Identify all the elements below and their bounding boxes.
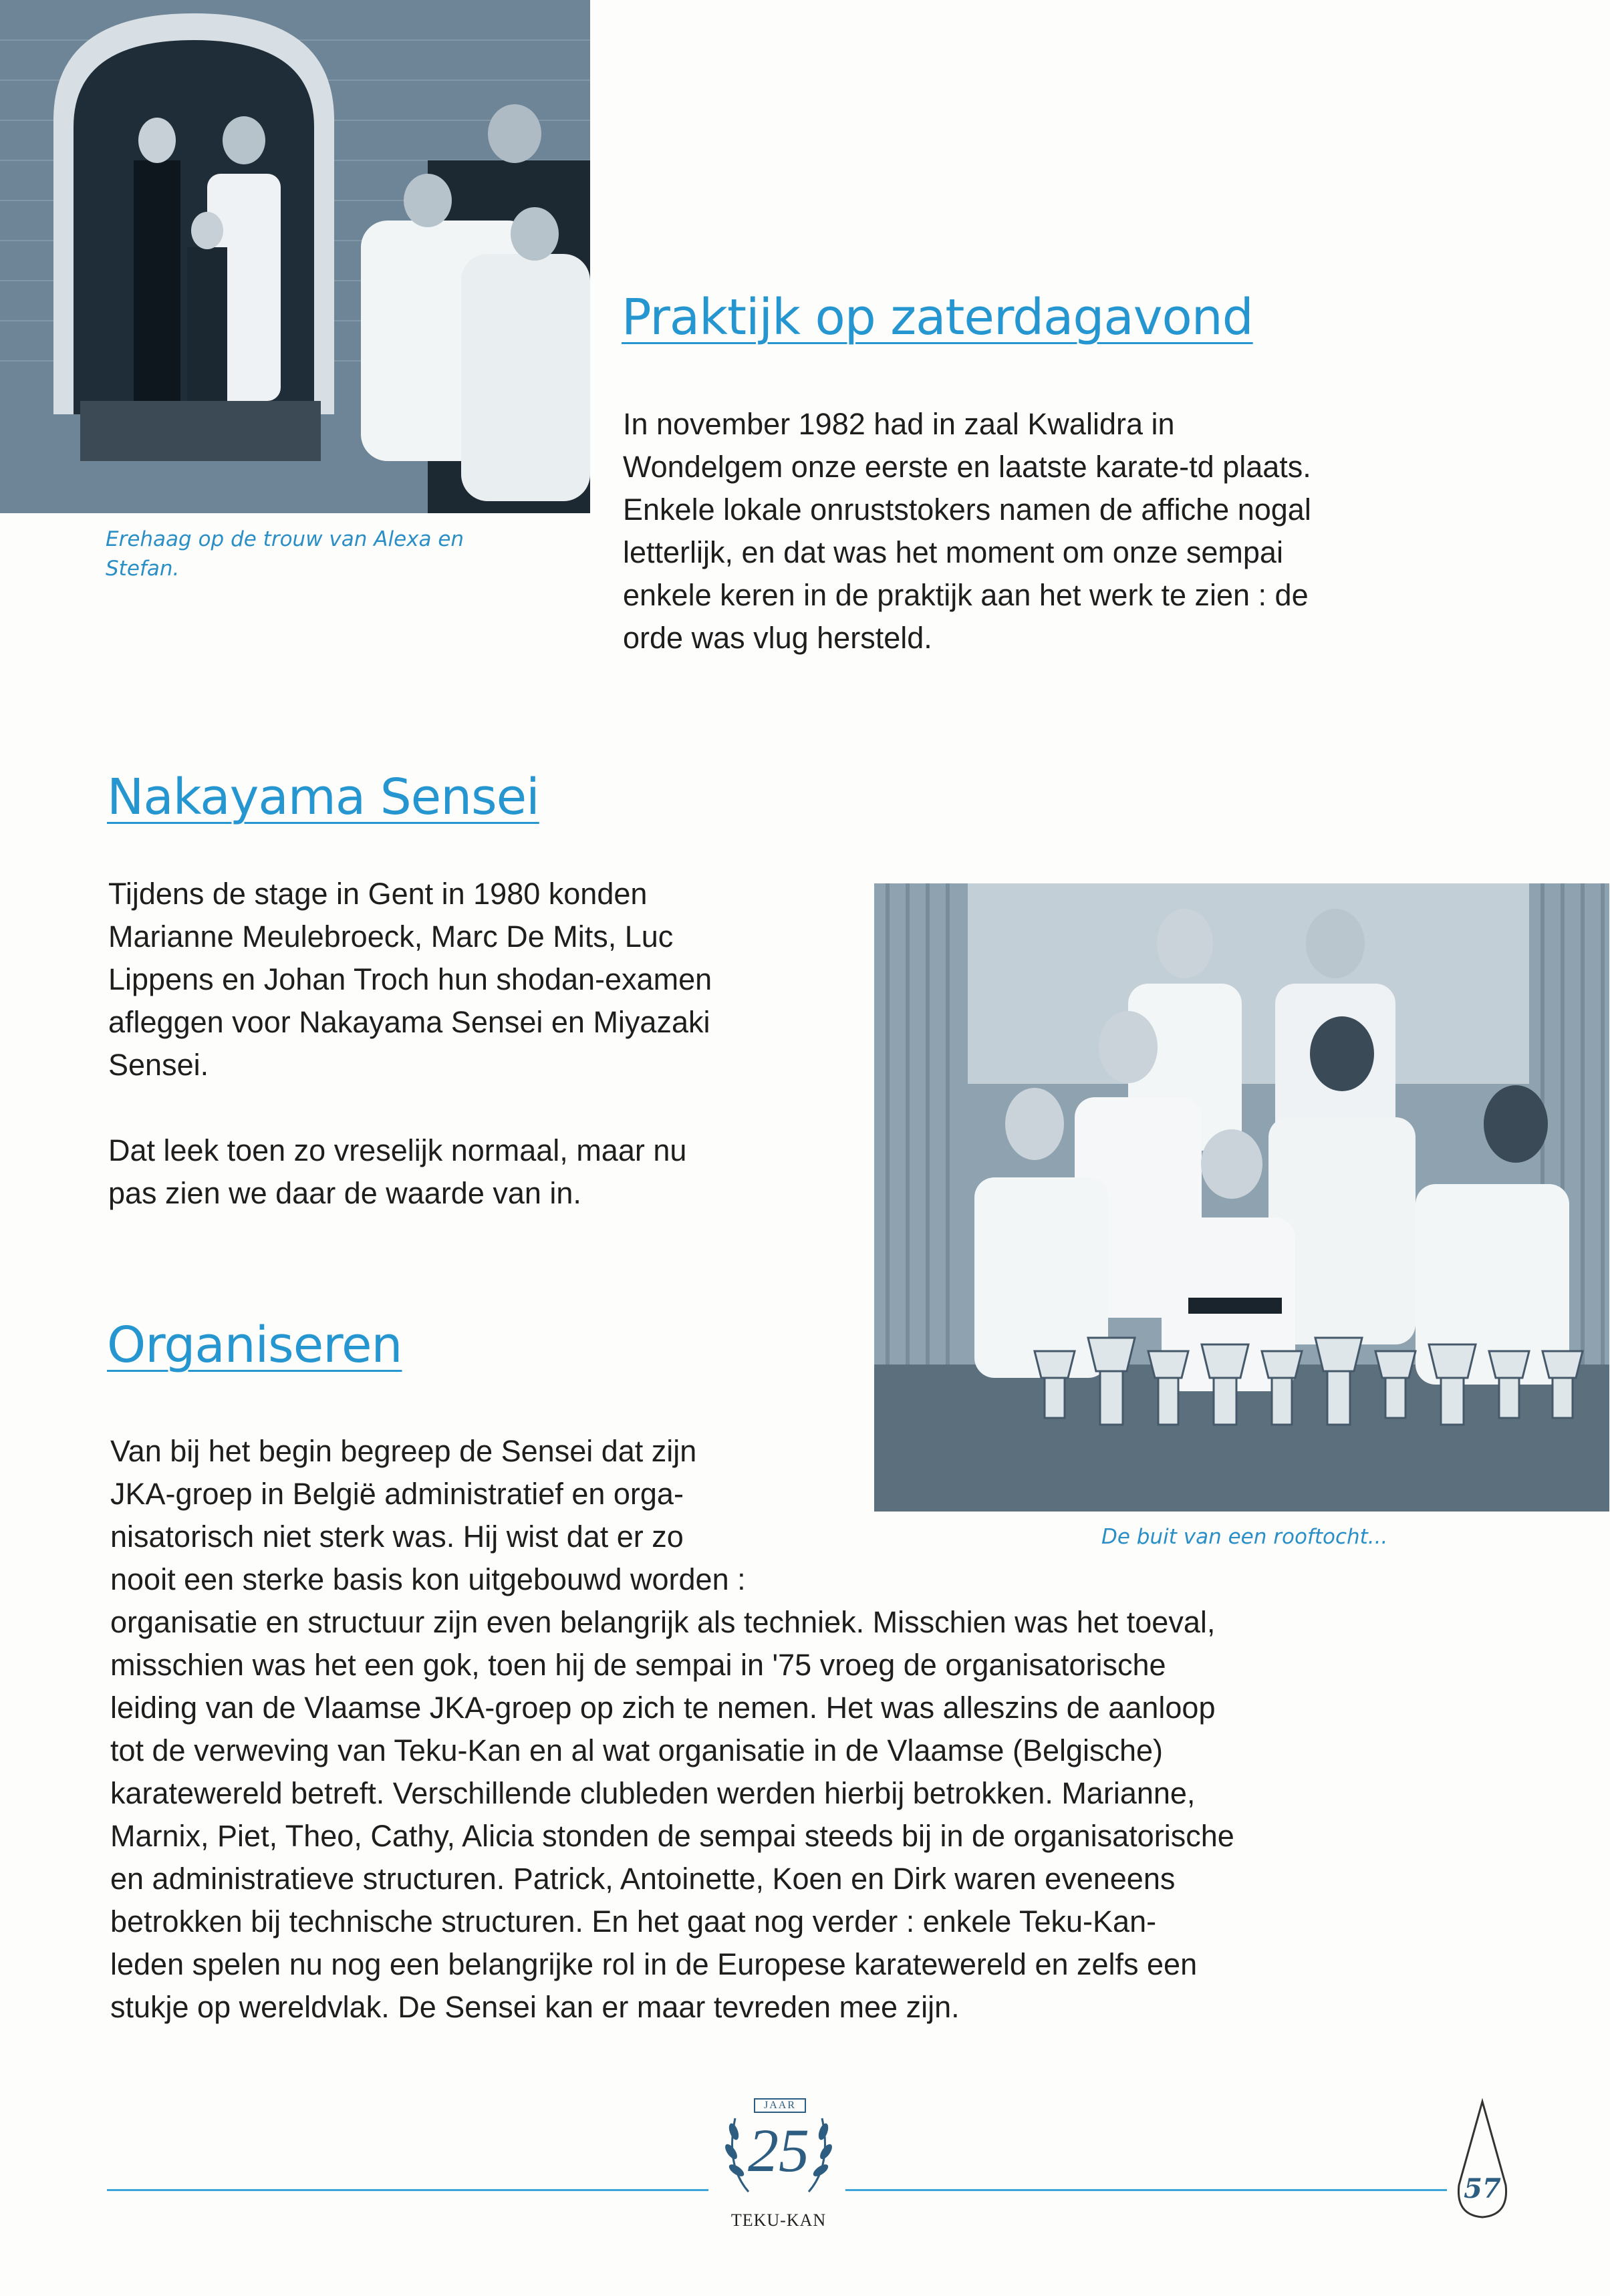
text-line: stukje op wereldvlak. De Sensei kan er maar tevreden mee zijn.	[110, 1990, 960, 2024]
text-line: In november 1982 had in zaal Kwalidra in	[623, 407, 1175, 441]
heading-nakayama: Nakayama Sensei	[107, 768, 539, 826]
nakayama-paragraph	[108, 873, 843, 1087]
logo-year-label: JAAR	[754, 2098, 806, 2113]
organiseren-paragraph	[110, 1430, 1514, 2029]
drop-shape-icon	[1449, 2098, 1516, 2225]
text-line: Van bij het begin begreep de Sensei dat zijn	[110, 1434, 697, 1468]
logo-club-name: TEKU-KAN	[730, 2210, 827, 2230]
text-line: organisatie en structuur zijn even belangrijk als techniek. Misschien was het toeval,	[110, 1605, 1216, 1639]
wedding-photo	[0, 0, 590, 513]
heading-organiseren: Organiseren	[107, 1316, 402, 1374]
text-line: Lippens en Johan Troch hun shodan-examen	[108, 962, 712, 996]
text-line: enkele keren in de praktijk aan het werk te zien : de	[623, 578, 1309, 612]
page-number-badge	[1449, 2098, 1516, 2225]
text-line: misschien was het een gok, toen hij de sempai in '75 vroeg de organisatorische	[110, 1648, 1166, 1682]
text-line: JKA-groep in België administratief en orga-	[110, 1477, 684, 1511]
wedding-caption-line-1: Erehaag op de trouw van Alexa en	[106, 527, 464, 551]
team-photo-caption: De buit van een rooftocht...	[1101, 1525, 1388, 1549]
text-line: pas zien we daar de waarde van in.	[108, 1176, 581, 1210]
text-line: Sensei.	[108, 1048, 209, 1082]
page-number: 57	[1464, 2173, 1501, 2204]
text-line: betrokken bij technische structuren. En het gaat nog verder : enkele Teku-Kan-	[110, 1904, 1157, 1939]
footer-rule-right	[845, 2189, 1447, 2191]
footer-rule-left	[107, 2189, 708, 2191]
text-line: Marnix, Piet, Theo, Cathy, Alicia stonden de sempai steeds bij in de organisatorische	[110, 1819, 1234, 1853]
text-line: nooit een sterke basis kon uitgebouwd worden :	[110, 1562, 746, 1596]
team-trophies-photo	[874, 883, 1609, 1512]
anniversary-logo	[715, 2092, 842, 2245]
text-line: Marianne Meulebroeck, Marc De Mits, Luc	[108, 919, 674, 954]
text-line: afleggen voor Nakayama Sensei en Miyazaki	[108, 1005, 710, 1039]
text-line: leiding van de Vlaamse JKA-groep op zich te nemen. Het was alleszins de aanloop	[110, 1691, 1216, 1725]
text-line: orde was vlug hersteld.	[623, 621, 932, 655]
logo-number: 25	[748, 2116, 809, 2184]
text-line: en administratieve structuren. Patrick, Antoinette, Koen en Dirk waren eveneens	[110, 1862, 1176, 1896]
text-line: Dat leek toen zo vreselijk normaal, maar nu	[108, 1133, 687, 1167]
nakayama-paragraph-2	[108, 1129, 843, 1215]
text-line: leden spelen nu nog een belangrijke rol in de Europese karatewereld en zelfs een	[110, 1947, 1198, 1981]
text-line: karatewereld betreft. Verschillende clubleden werden hierbij betrokken. Marianne,	[110, 1776, 1196, 1810]
heading-praktijk: Praktijk op zaterdagavond	[622, 289, 1253, 346]
text-line: nisatorisch niet sterk was. Hij wist dat er zo	[110, 1520, 684, 1554]
wedding-photo-caption	[106, 525, 573, 583]
wedding-caption-line-2: Stefan.	[106, 557, 180, 581]
text-line: tot de verweving van Teku-Kan en al wat organisatie in de Vlaamse (Belgische)	[110, 1733, 1164, 1767]
text-line: letterlijk, en dat was het moment om onze sempai	[623, 535, 1283, 569]
text-line: Enkele lokale onruststokers namen de affiche nogal	[623, 492, 1311, 527]
praktijk-paragraph	[623, 403, 1572, 660]
text-line: Wondelgem onze eerste en laatste karate-td plaats.	[623, 450, 1311, 484]
text-line: Tijdens de stage in Gent in 1980 konden	[108, 877, 648, 911]
